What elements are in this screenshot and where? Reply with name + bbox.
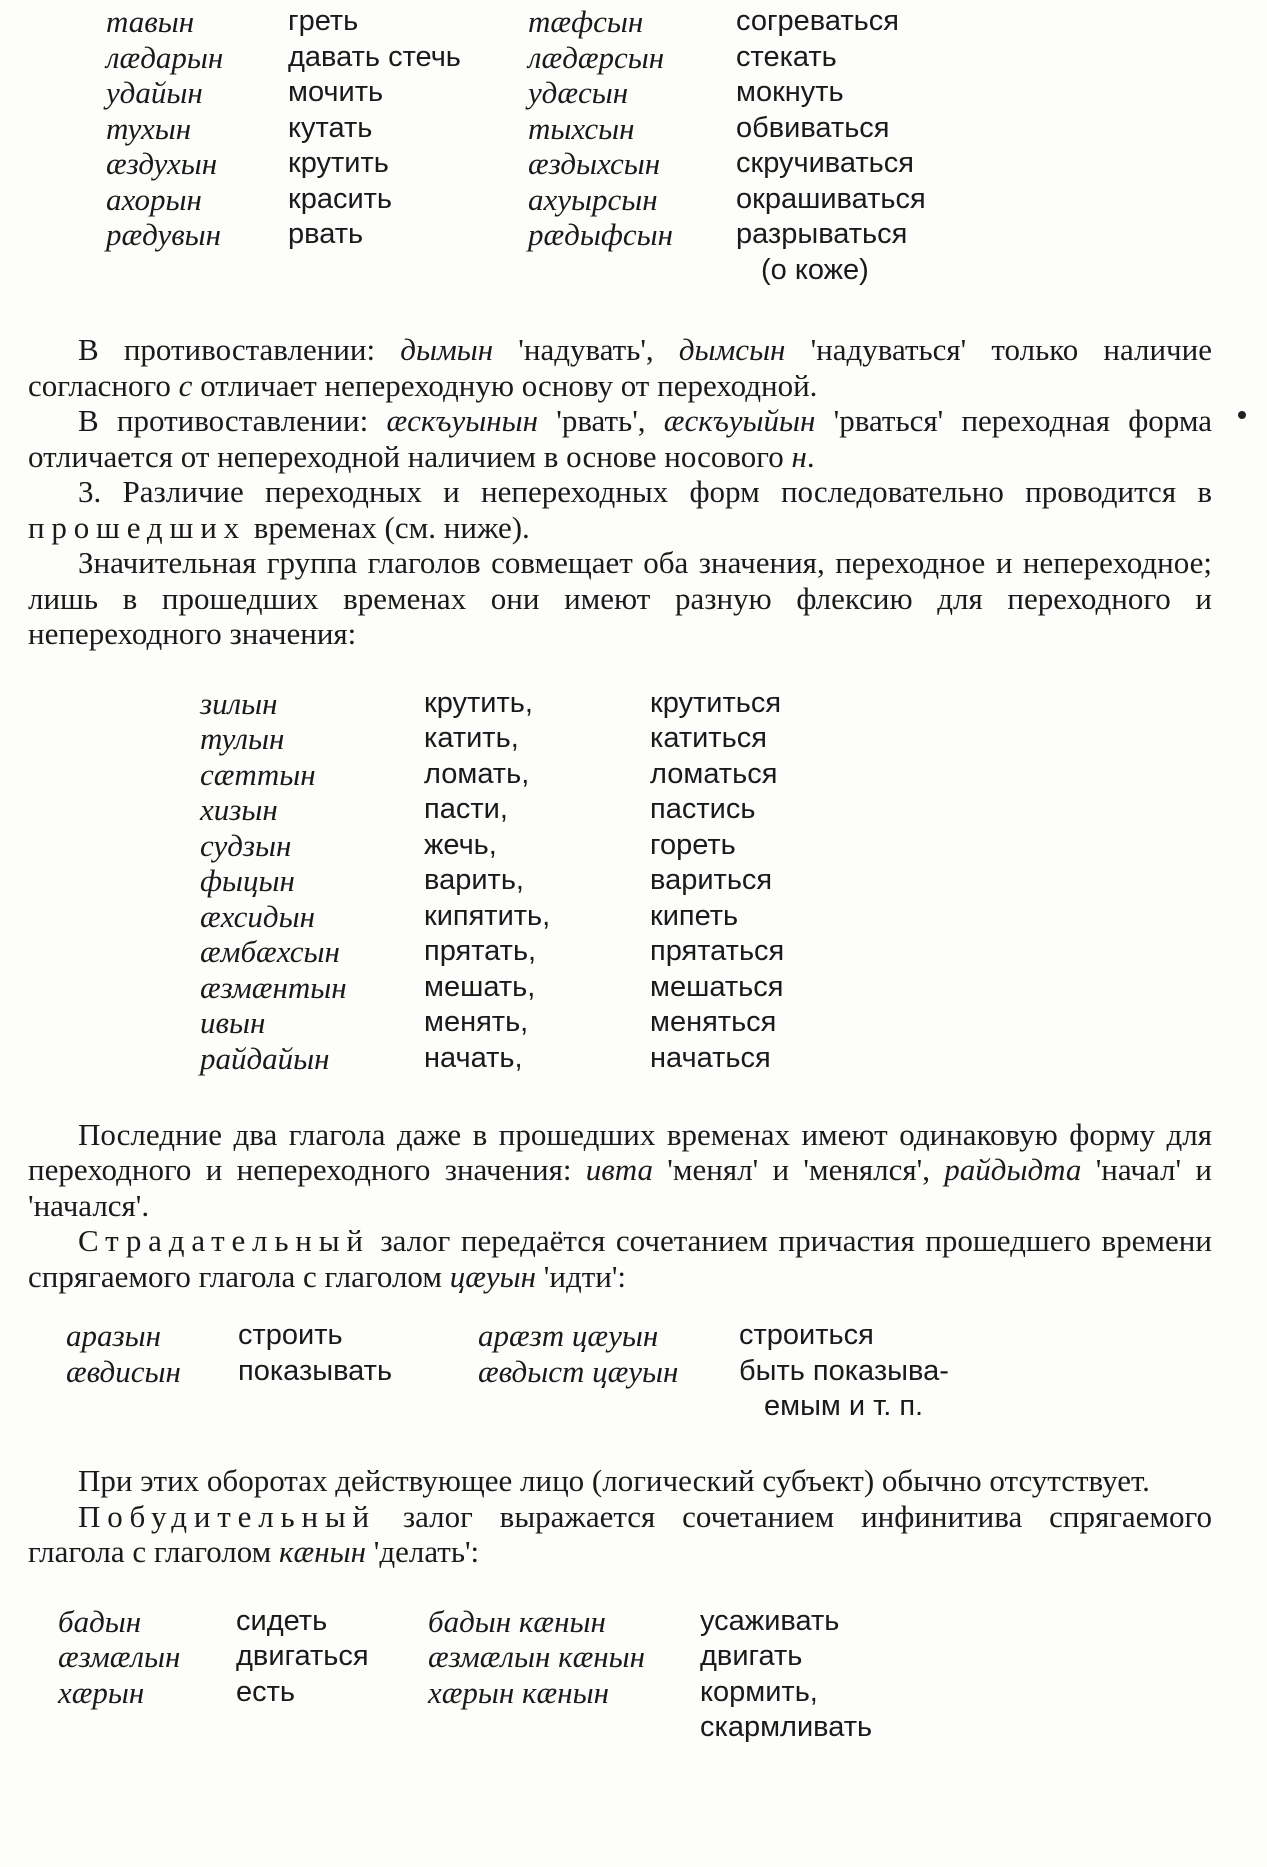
transitive-meaning: катить, xyxy=(424,722,519,754)
translation: сидеть xyxy=(236,1604,328,1637)
paragraph-group: Значительная группа глаголов совмещает оба значения, переходное и непереходное; лишь в прошедших временах они имеют разную флексию для переходного и непереходного значения: xyxy=(28,545,1212,651)
passive-form: арæзт цæуын xyxy=(478,1318,659,1353)
table-row xyxy=(28,721,1212,757)
text: В противоставлении: xyxy=(78,332,401,367)
intransitive-meaning: пастись xyxy=(650,793,756,825)
intransitive-meaning: крутиться xyxy=(650,686,782,719)
table-row xyxy=(28,1675,1212,1711)
intransitive-meaning: вариться xyxy=(650,864,773,896)
paragraph-passive xyxy=(28,1223,1212,1294)
causative-translation: усаживать xyxy=(700,1604,840,1637)
table-row xyxy=(28,1318,1212,1354)
spaced-term: Страдательный xyxy=(78,1223,370,1258)
translation: показывать xyxy=(238,1354,393,1387)
passive-form: æвдыст цæуын xyxy=(478,1353,679,1389)
text: 'менял' и 'менялся', xyxy=(653,1152,945,1187)
ossetian-verb: судзын xyxy=(200,827,292,863)
table-row xyxy=(28,934,1212,970)
example-word: æскъуыйын xyxy=(663,403,816,438)
example-word: дымын xyxy=(400,332,494,367)
text: 'начал' и 'начался'. xyxy=(28,1152,1212,1223)
transitive-meaning: крутить, xyxy=(424,686,533,719)
example-letter: н xyxy=(791,438,807,474)
ossetian-verb: æхсидын xyxy=(200,898,315,934)
ossetian-verb: сæттын xyxy=(200,756,316,792)
spaced-term: Побудительный xyxy=(78,1498,376,1534)
ossetian-verb: æвдисын xyxy=(66,1353,181,1389)
causative-form: æзмæлын кæнын xyxy=(428,1639,646,1674)
translation-intransitive: согреваться xyxy=(736,5,899,37)
spaced-term: прошедших xyxy=(28,509,246,545)
translation: давать стечь xyxy=(288,40,461,73)
ossetian-verb-intransitive: æздыхсын xyxy=(528,146,661,181)
verb-table-3 xyxy=(28,1318,1212,1425)
causative-form: бадын кæнын xyxy=(428,1603,606,1639)
paragraph-opposition-1 xyxy=(28,332,1212,403)
text: 'надувать', xyxy=(493,332,679,367)
ink-dot xyxy=(1238,411,1246,419)
ossetian-verb: ахорын xyxy=(106,181,202,217)
causative-form: хæрын кæнын xyxy=(428,1674,609,1710)
translation-intransitive: скручиваться xyxy=(736,147,914,179)
causative-translation: кормить, xyxy=(700,1675,818,1708)
intransitive-meaning: ломаться xyxy=(650,757,778,790)
ossetian-verb: аразын xyxy=(66,1318,161,1353)
translation: кутать xyxy=(288,111,373,144)
ossetian-verb: зилын xyxy=(200,685,278,721)
table-row xyxy=(28,4,1212,40)
table-row xyxy=(28,792,1212,828)
example-word: дымсын xyxy=(678,332,786,367)
intransitive-meaning: прятаться xyxy=(650,935,785,967)
transitive-meaning: жечь, xyxy=(424,828,497,861)
translation: есть xyxy=(236,1675,296,1708)
table-row xyxy=(28,757,1212,793)
intransitive-meaning: начаться xyxy=(650,1041,771,1074)
table-row xyxy=(28,1005,1212,1041)
translation-intransitive: (о коже) xyxy=(761,253,869,286)
text: 3. Различие переходных и непереходных форм последовательно проводится в xyxy=(78,474,1212,509)
text: 'рвать', xyxy=(538,403,664,438)
ossetian-verb-intransitive: удæсын xyxy=(528,75,629,110)
table-row xyxy=(28,75,1212,111)
transitive-meaning: прятать, xyxy=(424,935,537,967)
transitive-meaning: пасти, xyxy=(424,793,508,825)
example-word: кæнын xyxy=(279,1534,366,1569)
paragraph-causative xyxy=(28,1499,1212,1570)
example-word: ивта xyxy=(585,1152,653,1187)
table-row xyxy=(28,146,1212,182)
passive-translation: строиться xyxy=(739,1319,874,1351)
translation-intransitive: мокнуть xyxy=(736,76,844,108)
table-row xyxy=(28,1354,1212,1390)
text: отличает непереходную основу от переходной. xyxy=(192,367,818,403)
example-word: æскъуынын xyxy=(386,403,538,438)
table-row xyxy=(28,217,1212,253)
transitive-meaning: ломать, xyxy=(424,757,530,790)
transitive-meaning: кипятить, xyxy=(424,899,551,932)
document-page xyxy=(28,4,1212,1746)
table-row xyxy=(28,1639,1212,1675)
ossetian-verb: æзмæлын xyxy=(58,1639,181,1674)
transitive-meaning: варить, xyxy=(424,864,524,896)
table-row xyxy=(28,828,1212,864)
table-row xyxy=(28,686,1212,722)
ossetian-verb: æмбæхсын xyxy=(200,934,340,969)
intransitive-meaning: мешаться xyxy=(650,970,784,1003)
ossetian-verb: бадын xyxy=(58,1603,142,1639)
table-row xyxy=(28,1604,1212,1640)
ossetian-verb-intransitive: ахуырсын xyxy=(528,181,658,217)
table-row xyxy=(28,1710,1212,1746)
translation-intransitive: обвиваться xyxy=(736,111,890,144)
intransitive-meaning: меняться xyxy=(650,1006,777,1038)
table-row xyxy=(28,863,1212,899)
ossetian-verb: æздухын xyxy=(106,146,218,181)
text: залог передаётся сочетанием причастия прошедшего времени спрягаемого глагола с глаголом xyxy=(28,1223,1212,1294)
intransitive-meaning: кипеть xyxy=(650,899,739,932)
text: . xyxy=(806,438,815,474)
text: 'идти': xyxy=(536,1258,627,1294)
text: В противоставлении: xyxy=(78,403,387,438)
intransitive-meaning: катиться xyxy=(650,722,767,754)
translation: греть xyxy=(288,5,359,37)
text: 'делать': xyxy=(365,1534,480,1569)
text: залог выражается сочетанием инфинитива спрягаемого глагола с глаголом xyxy=(28,1498,1212,1569)
ossetian-verb: лæдарын xyxy=(106,39,224,75)
table-row xyxy=(28,899,1212,935)
ossetian-verb: хизын xyxy=(200,792,278,827)
ossetian-verb: ивын xyxy=(200,1005,266,1040)
ossetian-verb: æзмæнтын xyxy=(200,969,347,1005)
causative-translation: скармливать xyxy=(700,1711,873,1743)
verb-table-1 xyxy=(28,4,1212,292)
transitive-meaning: начать, xyxy=(424,1041,523,1074)
ossetian-verb: фыцын xyxy=(200,863,295,898)
table-row xyxy=(28,111,1212,147)
translation-intransitive: разрываться xyxy=(736,218,908,250)
ossetian-verb: хæрын xyxy=(58,1674,145,1710)
translation: крутить xyxy=(288,147,389,179)
translation-intransitive: окрашиваться xyxy=(736,182,926,215)
text: Последние два глагола даже в прошедших временах имеют одинаковую форму для переходного и непереходного значения: xyxy=(28,1116,1212,1187)
example-word: райдыдта xyxy=(944,1152,1082,1187)
ossetian-verb: рæдувын xyxy=(106,217,222,252)
translation: красить xyxy=(288,182,393,215)
paragraph-subject: При этих оборотах действующее лицо (логический субъект) обычно отсутствует. xyxy=(78,1463,1150,1498)
ossetian-verb-intransitive: тæфсын xyxy=(528,4,644,39)
ossetian-verb-intransitive: лæдæрсын xyxy=(528,39,665,75)
example-letter: с xyxy=(178,367,193,403)
translation: двигаться xyxy=(236,1640,369,1672)
transitive-meaning: мешать, xyxy=(424,970,536,1003)
paragraph-point-3 xyxy=(28,474,1212,545)
transitive-meaning: менять, xyxy=(424,1006,529,1038)
translation: мочить xyxy=(288,76,384,108)
table-row xyxy=(28,970,1212,1006)
paragraph-last-two xyxy=(28,1117,1212,1224)
table-row xyxy=(28,253,1212,289)
verb-table-4 xyxy=(28,1604,1212,1746)
ossetian-verb: райдайын xyxy=(200,1040,330,1076)
translation: рвать xyxy=(288,218,364,250)
ossetian-verb: тухын xyxy=(106,110,192,146)
intransitive-meaning: гореть xyxy=(650,828,736,861)
table-row xyxy=(28,1389,1212,1425)
ossetian-verb-intransitive: рæдыфсын xyxy=(528,217,673,252)
passive-translation: емым и т. п. xyxy=(764,1390,924,1422)
example-word: цæуын xyxy=(449,1258,537,1294)
table-row xyxy=(28,40,1212,76)
causative-translation: двигать xyxy=(700,1640,803,1672)
verb-table-2 xyxy=(28,686,1212,1077)
text: 'надуваться' только наличие согласного xyxy=(28,332,1212,403)
paragraph-opposition-2 xyxy=(28,403,1212,474)
translation: строить xyxy=(238,1319,343,1351)
text: временах (см. ниже). xyxy=(245,509,530,545)
ossetian-verb: тавын xyxy=(106,4,195,39)
table-row xyxy=(28,1041,1212,1077)
text: 'рваться' переходная форма отличается от непереходной наличием в основе носового xyxy=(28,403,1212,474)
ossetian-verb: удайын xyxy=(106,75,203,110)
ossetian-verb-intransitive: тыхсын xyxy=(528,110,635,146)
passive-translation: быть показыва- xyxy=(739,1354,949,1387)
translation-intransitive: стекать xyxy=(736,40,837,73)
ossetian-verb: тулын xyxy=(200,721,285,756)
table-row xyxy=(28,182,1212,218)
